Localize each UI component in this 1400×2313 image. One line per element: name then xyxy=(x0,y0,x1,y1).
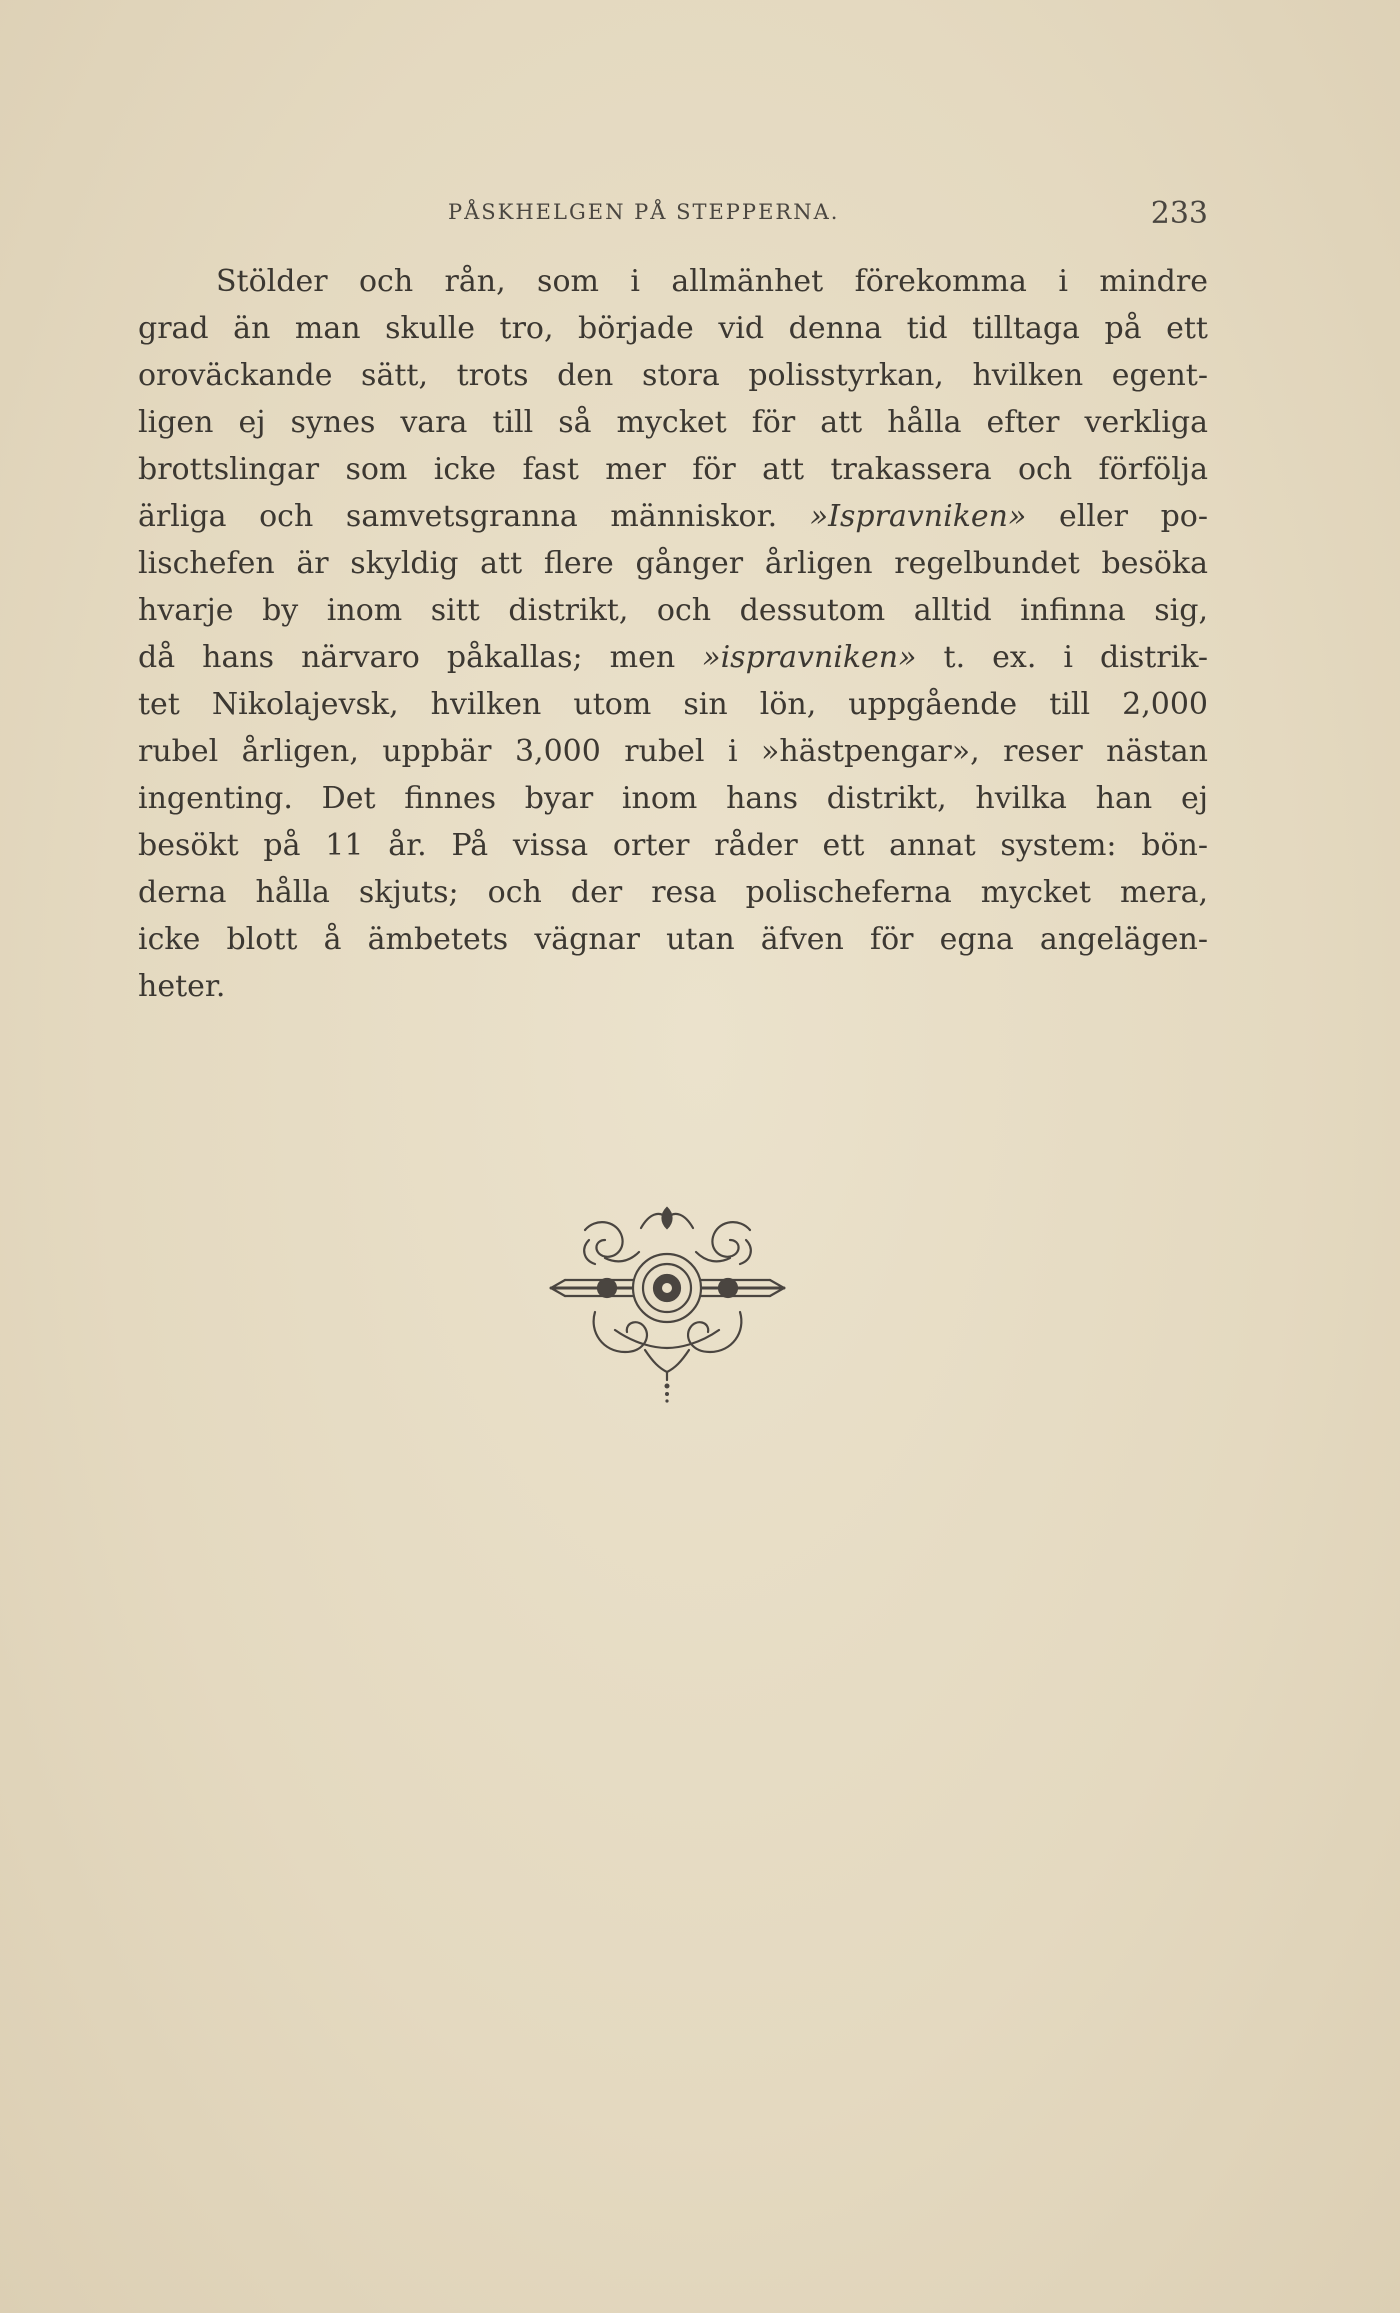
running-title: PÅSKHELGEN PÅ STEPPERNA. xyxy=(448,200,840,224)
italic-term: »Ispravniken» xyxy=(809,499,1027,534)
text-line xyxy=(138,634,1208,681)
text-line: hvarje by inom sitt distrikt, och dessutom alltid infinna sig, xyxy=(138,593,1208,628)
italic-term: »ispravniken» xyxy=(702,640,917,675)
text-segment: t. ex. i distrik- xyxy=(943,640,1208,675)
text-line: brottslingar som icke fast mer för att trakassera och förfölja xyxy=(138,452,1208,487)
page-number: 233 xyxy=(1150,196,1208,231)
text-line: oroväckande sätt, trots den stora polisstyrkan, hvilken egent- xyxy=(138,358,1208,393)
text-line xyxy=(138,493,1208,540)
text-segment: eller po- xyxy=(1058,499,1208,534)
text-line: icke blott å ämbetets vägnar utan äfven för egna angelägen- xyxy=(138,922,1208,957)
text-line: besökt på 11 år. På vissa orter råder ett annat system: bön- xyxy=(138,828,1208,863)
text-line: ingenting. Det finnes byar inom hans distrikt, hvilka han ej xyxy=(138,781,1208,816)
text-segment: då hans närvaro påkallas; men xyxy=(138,640,676,675)
text-line: ligen ej synes vara till så mycket för att hålla efter verkliga xyxy=(138,405,1208,440)
text-line: grad än man skulle tro, började vid denna tid tilltaga på ett xyxy=(138,311,1208,346)
text-line: Stölder och rån, som i allmänhet förekomma i mindre xyxy=(216,264,1208,299)
text-line: lischefen är skyldig att flere gånger årligen regelbundet besöka xyxy=(138,546,1208,581)
page-header xyxy=(138,196,1208,236)
text-line: rubel årligen, uppbär 3,000 rubel i »hästpengar», reser nästan xyxy=(138,734,1208,769)
text-line: tet Nikolajevsk, hvilken utom sin lön, uppgående till 2,000 xyxy=(138,687,1208,722)
text-line: derna hålla skjuts; och der resa polischeferna mycket mera, xyxy=(138,875,1208,910)
printers-ornament-icon xyxy=(545,1200,790,1405)
text-segment: ärliga och samvetsgranna människor. xyxy=(138,499,778,534)
text-line: heter. xyxy=(138,969,226,1004)
body-paragraph xyxy=(138,258,1208,1010)
